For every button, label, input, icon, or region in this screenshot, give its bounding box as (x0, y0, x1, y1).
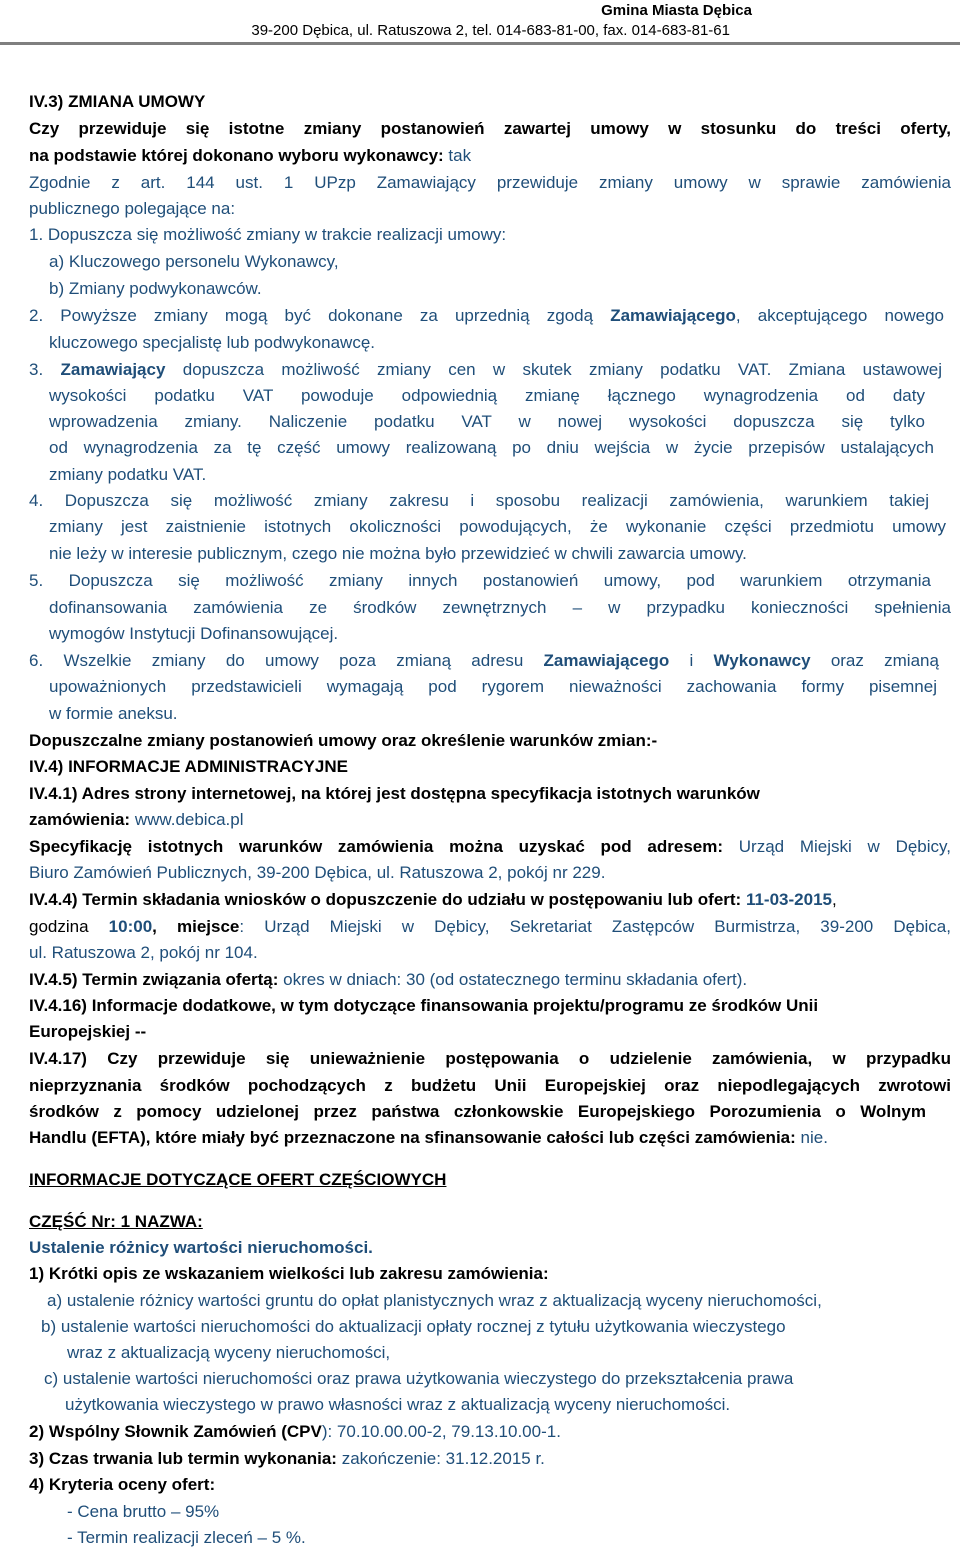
page-header (0, 0, 960, 46)
point-1b: b) Zmiany podwykonawców. (49, 279, 262, 298)
section-heading-partial: INFORMACJE DOTYCZĄCE OFERT CZĘŚCIOWYCH (29, 1170, 447, 1189)
criteria-time: - Termin realizacji zleceń – 5 %. (67, 1528, 306, 1547)
section-heading-admin: IV.4) INFORMACJE ADMINISTRACYJNE (29, 757, 348, 776)
deadline-line-3: ul. Ratuszowa 2, pokój nr 104. (29, 943, 258, 962)
intro-line-2: publicznego polegające na: (29, 199, 236, 218)
description-b-cont: wraz z aktualizacją wyceny nieruchomości, (67, 1343, 391, 1362)
question-answer: tak (448, 146, 472, 165)
siwz-line-2: Biuro Zamówień Publicznych, 39-200 Dębica, ul. Ratuszowa 2, pokój nr 229. (29, 863, 606, 882)
deadline-date: 11-03-2015 (745, 890, 832, 909)
point-3-cont-1: wysokości podatku VAT powoduje odpowiednią zmianę łącznego wynagrodzenia od daty (49, 386, 925, 405)
eu-info-line-1: IV.4.16) Informacje dodatkowe, w tym dotyczące finansowania projektu/programu ze środków Unii (29, 996, 819, 1015)
allowed-changes: Dopuszczalne zmiany postanowień umowy oraz określenie warunków zmian:- (29, 731, 658, 750)
duration-line: 3) Czas trwania lub termin wykonania: zakończenie: 31.12.2015 r. (29, 1449, 545, 1468)
part-number: CZĘŚĆ Nr: 1 NAZWA: (29, 1212, 203, 1231)
deadline-line-2: godzina 10:00, miejsce: Urząd Miejski w Dębicy, Sekretariat Zastępców Burmistrza, 39-200 Dębica, (29, 917, 951, 936)
siwz-line-1: Specyfikację istotnych warunków zamówienia można uzyskać pod adresem: Urząd Miejski w Dębicy, (29, 837, 951, 856)
point-3: 3. Zamawiający dopuszcza możliwość zmiany cen w skutek zmiany podatku VAT. Zmiana ustawowej (29, 360, 942, 379)
intro-line-1: Zgodnie z art. 144 ust. 1 UPzp Zamawiający przewiduje zmiany umowy w sprawie zamówienia (29, 173, 951, 192)
point-4: 4. Dopuszcza się możliwość zmiany zakresu i sposobu realizacji zamówienia, warunkiem takiej (29, 491, 929, 510)
cancel-line-2: nieprzyznania środków pochodzących z budżetu Unii Europejskiej oraz niepodlegających zwrotowi (29, 1076, 951, 1095)
description-c: c) ustalenie wartości nieruchomości oraz prawa użytkowania wieczystego do przekształcenia prawa (44, 1369, 794, 1388)
binding-period: IV.4.5) Termin związania ofertą: okres w dniach: 30 (od ostatecznego terminu składania ofert). (29, 970, 748, 989)
website-link[interactable]: www.debica.pl (134, 810, 244, 829)
part-name: Ustalenie różnicy wartości nieruchomości. (29, 1238, 373, 1257)
header-organization: Gmina Miasta Dębica (601, 2, 752, 19)
question-line-1: Czy przewiduje się istotne zmiany postanowień zawartej umowy w stosunku do treści oferty, (29, 119, 951, 138)
description-b: b) ustalenie wartości nieruchomości do aktualizacji opłaty rocznej z tytułu użytkowania wieczystego (41, 1317, 786, 1336)
point-5-cont-2: wymogów Instytucji Dofinansowującej. (49, 624, 339, 643)
point-4-cont-2: nie leży w interesie publicznym, czego nie można było przewidzieć w chwili zawarcia umowy. (49, 544, 747, 563)
cancel-line-3: środków z pomocy udzielonej przez państwa członkowskie Europejskiego Porozumienia o Wolnym (29, 1102, 926, 1121)
criteria-label: 4) Kryteria oceny ofert: (29, 1475, 216, 1494)
eu-info-line-2: Europejskiej -- (29, 1022, 147, 1041)
short-description-label: 1) Krótki opis ze wskazaniem wielkości lub zakresu zamówienia: (29, 1264, 549, 1283)
point-2-cont: kluczowego specjalistę lub podwykonawcę. (49, 333, 376, 352)
point-4-cont-1: zmiany jest zaistnienie istotnych okoliczności powodujących, że wykonanie części przedmiotu umowy (49, 517, 946, 536)
description-c-cont: użytkowania wieczystego w prawo własności wraz z aktualizacją wyceny nieruchomości. (65, 1395, 731, 1414)
header-address: 39-200 Dębica, ul. Ratuszowa 2, tel. 014-683-81-00, fax. 014-683-81-61 (251, 22, 730, 39)
point-1a: a) Kluczowego personelu Wykonawcy, (49, 252, 339, 271)
point-3-cont-3: od wynagrodzenia za tę część umowy realizowaną po dniu wejścia w życie przepisów ustalających (49, 438, 934, 457)
deadline-time: 10:00 (108, 917, 153, 936)
point-3-cont-2: wprowadzenia zmiany. Naliczenie podatku VAT w nowej wysokości dopuszcza się tylko (49, 412, 925, 431)
section-heading-change: IV.3) ZMIANA UMOWY (29, 92, 206, 111)
criteria-price: - Cena brutto – 95% (67, 1502, 220, 1521)
point-5: 5. Dopuszcza się możliwość zmiany innych postanowień umowy, pod warunkiem otrzymania (29, 571, 931, 590)
deadline-line-1: IV.4.4) Termin składania wniosków o dopuszczenie do udziału w postępowaniu lub ofert: 11-03-2015, (29, 890, 837, 909)
cancel-line-1: IV.4.17) Czy przewiduje się unieważnienie postępowania o udzielenie zamówienia, w przypadku (29, 1049, 951, 1068)
question-line-2: na podstawie której dokonano wyboru wykonawcy: tak (29, 146, 472, 165)
cpv-line: 2) Wspólny Słownik Zamówień (CPV): 70.10.00.00-2, 79.13.10.00-1. (29, 1422, 561, 1441)
point-1: 1. Dopuszcza się możliwość zmiany w trakcie realizacji umowy: (29, 225, 507, 244)
point-5-cont-1: dofinansowania zamówienia ze środków zewnętrznych – w przypadku konieczności spełnienia (49, 598, 951, 617)
point-6: 6. Wszelkie zmiany do umowy poza zmianą adresu Zamawiającego i Wykonawcy oraz zmianą (29, 651, 939, 670)
description-a: a) ustalenie różnicy wartości gruntu do opłat planistycznych wraz z aktualizacją wyceny nieruchomości, (47, 1291, 822, 1310)
cancel-line-4: Handlu (EFTA), które miały być przeznaczone na sfinansowanie całości lub części zamówienia: nie. (29, 1128, 828, 1147)
website-line-2: zamówienia: www.debica.pl (29, 810, 244, 829)
header-divider (0, 42, 960, 45)
point-6-cont-1: upoważnionych przedstawicieli wymagają pod rygorem nieważności zachowania formy pisemnej (49, 677, 937, 696)
point-2: 2. Powyższe zmiany mogą być dokonane za uprzednią zgodą Zamawiającego, akceptującego nowego (29, 306, 944, 325)
point-6-cont-2: w formie aneksu. (49, 704, 178, 723)
point-3-cont-4: zmiany podatku VAT. (49, 465, 207, 484)
website-line-1: IV.4.1) Adres strony internetowej, na której jest dostępna specyfikacja istotnych warunków (29, 784, 760, 803)
